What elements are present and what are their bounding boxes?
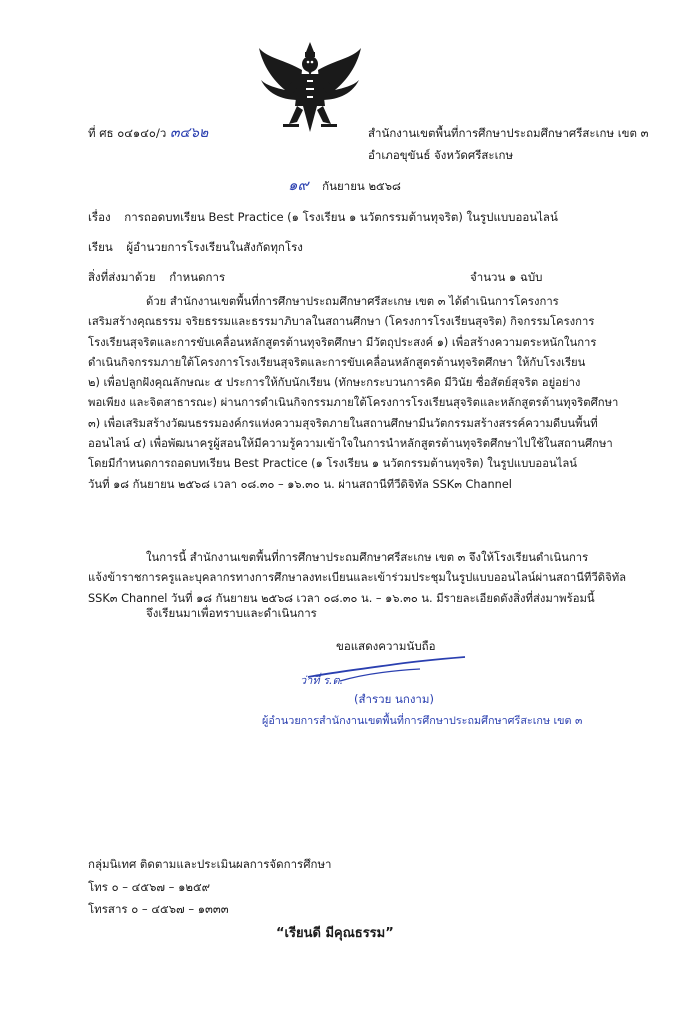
date-month-year: กันยายน ๒๕๖๘: [322, 179, 401, 193]
paragraph-line: โรงเรียนสุจริตและการขับเคลื่อนหลักสูตรต้านทุจริตศึกษา มีวัตถุประสงค์ ๑) เพื่อสร้างความตระหนักในการ: [88, 335, 597, 349]
footer-fax: โทรสาร ๐ – ๔๕๖๗ – ๑๓๓๓: [88, 902, 229, 916]
paragraph-line: วันที่ ๑๘ กันยายน ๒๕๖๘ เวลา ๐๘.๓๐ – ๑๖.๓๐ น. ผ่านสถานีทีวีดิจิทัล SSK๓ Channel: [88, 477, 512, 491]
paragraph-line: ๓) เพื่อเสริมสร้างวัฒนธรรมองค์กรแห่งความสุจริตภายในสถานศึกษามีนวัตกรรมสร้างสรรค์ความดีบนพื้นที่: [88, 416, 598, 430]
paragraph-line: แจ้งข้าราชการครูและบุคลากรทางการศึกษาลงทะเบียนและเข้าร่วมประชุมในรูปแบบออนไลน์ผ่านสถานีทีวีดิจิทัล: [88, 571, 627, 585]
footer-phone: โทร ๐ – ๔๕๖๗ – ๑๒๕๙: [88, 880, 211, 894]
enclosure-line: [88, 270, 225, 284]
letter-date: [288, 178, 401, 193]
paragraph-line: ดำเนินกิจกรรมภายใต้โครงการโรงเรียนสุจริตและการขับเคลื่อนหลักสูตรต้านทุจริตศึกษา ให้กับโรงเรียน: [88, 355, 586, 369]
subject-text: การถอดบทเรียน Best Practice (๑ โรงเรียน ๑ นวัตกรรมต้านทุจริต) ในรูปแบบออนไลน์: [124, 210, 558, 224]
subject-label: เรื่อง: [88, 210, 111, 224]
document-number: [88, 126, 208, 140]
enclosure-label: สิ่งที่ส่งมาด้วย: [88, 270, 156, 284]
body-paragraph-1: [88, 292, 619, 495]
paragraph-line: ๒) เพื่อปลูกฝังคุณลักษณะ ๕ ประการให้กับนักเรียน (ทักษะกระบวนการคิด มีวินัย ซื่อสัตย์สุจริต อยู่อย่าง: [88, 376, 581, 390]
enclosure-text: กำหนดการ: [169, 270, 226, 284]
paragraph-line: SSK๓ Channel วันที่ ๑๘ กันยายน ๒๕๖๘ เวลา ๐๘.๓๐ น. – ๑๖.๓๐ น. มีรายละเอียดดังสิ่งที่ส่งมาพร้อมนี้: [88, 591, 595, 605]
signer-title: ผู้อำนวยการสำนักงานเขตพื้นที่การศึกษาประถมศึกษาศรีสะเกษ เขต ๓: [262, 714, 583, 727]
signer-prefix-handwritten: ว่าที่ ร.ต.: [300, 674, 344, 687]
addressee-label: เรียน: [88, 240, 113, 254]
paragraph-line: โดยมีกำหนดการถอดบทเรียน Best Practice (๑ โรงเรียน ๑ นวัตกรรมต้านทุจริต) ในรูปแบบออนไลน์: [88, 457, 578, 471]
addressee-text: ผู้อำนวยการโรงเรียนในสังกัดทุกโรง: [126, 240, 303, 254]
paragraph-line: ออนไลน์ ๔) เพื่อพัฒนาครูผู้สอนให้มีความรู้ความเข้าใจในการนำหลักสูตรต้านทุจริตศึกษาไปใช้ในสถานศึกษา: [88, 437, 613, 451]
enclosure-count: จำนวน ๑ ฉบับ: [470, 270, 543, 284]
paragraph-line: เสริมสร้างคุณธรรม จริยธรรมและธรรมาภิบาลในสถานศึกษา (โครงการโรงเรียนสุจริต) กิจกรรมโครงการ: [88, 315, 595, 329]
body-paragraph-2: [88, 548, 627, 609]
signer-name: (สำรวย นกงาม): [354, 692, 434, 706]
office-name: สำนักงานเขตพื้นที่การศึกษาประถมศึกษาศรีสะเกษ เขต ๓: [368, 126, 649, 140]
office-address: อำเภอขุขันธ์ จังหวัดศรีสะเกษ: [368, 148, 514, 162]
document-number-prefix: ที่ ศธ ๐๔๑๔๐/ว: [88, 126, 167, 140]
footer-motto: “เรียนดี มีคุณธรรม”: [276, 926, 394, 941]
date-day-handwritten: ๑๙: [288, 176, 309, 194]
body-paragraph-3: จึงเรียนมาเพื่อทราบและดำเนินการ: [146, 606, 317, 620]
footer-department: กลุ่มนิเทศ ติดตามและประเมินผลการจัดการศึกษา: [88, 857, 332, 871]
document-number-handwritten: ๓๔๖๒: [169, 125, 209, 141]
paragraph-line: ด้วย สำนักงานเขตพื้นที่การศึกษาประถมศึกษาศรีสะเกษ เขต ๓ ได้ดำเนินการโครงการ: [146, 295, 559, 308]
garuda-emblem-icon: [255, 40, 365, 136]
paragraph-line: พอเพียง และจิตสาธารณะ) ผ่านการดำเนินกิจกรรมภายใต้โครงการโรงเรียนสุจริตและหลักสูตรต้านทุจริตศึกษา: [88, 396, 619, 410]
paragraph-line: ในการนี้ สำนักงานเขตพื้นที่การศึกษาประถมศึกษาศรีสะเกษ เขต ๓ จึงให้โรงเรียนดำเนินการ: [146, 551, 589, 564]
closing-salutation: ขอแสดงความนับถือ: [336, 639, 436, 653]
addressee-line: [88, 240, 303, 254]
subject-line: [88, 210, 558, 224]
